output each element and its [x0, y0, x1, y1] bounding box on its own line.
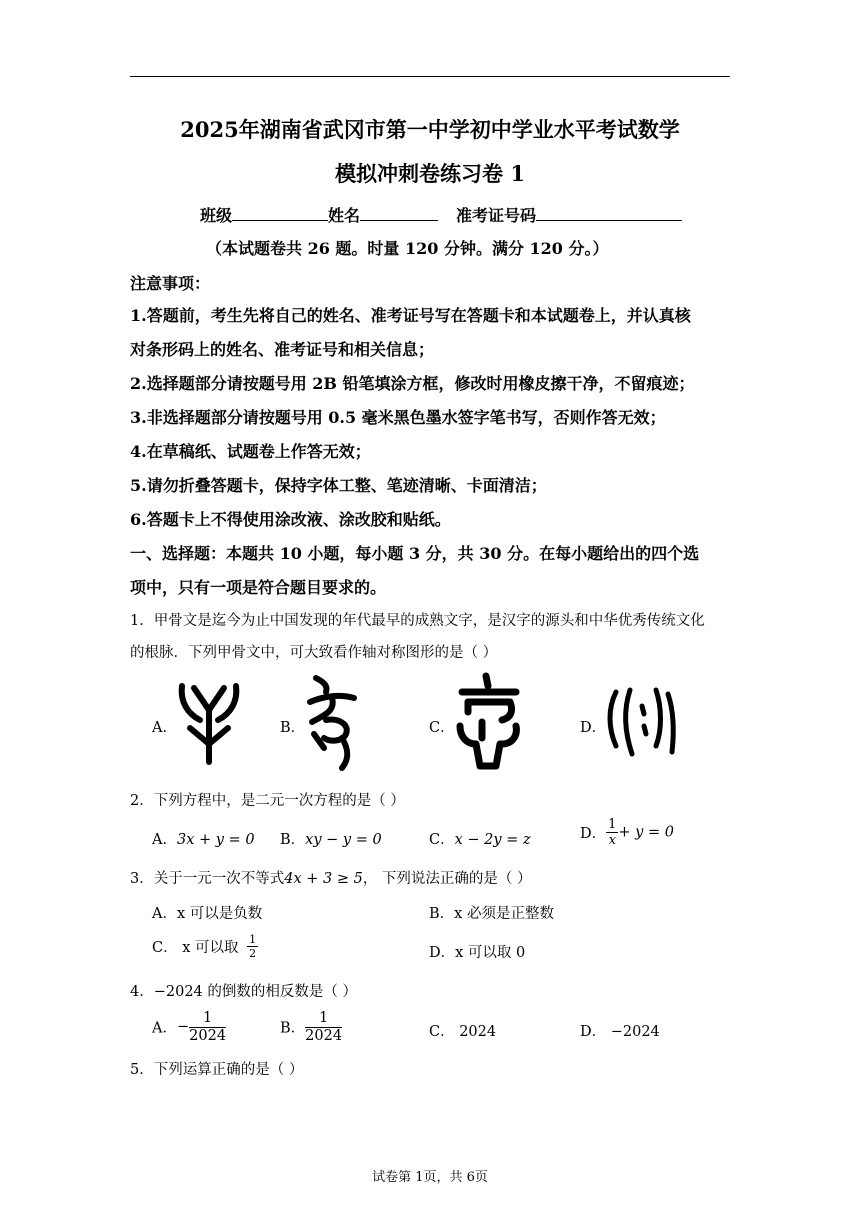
question-2-option-a[interactable] — [152, 828, 255, 849]
exam-id-label: 准考证号码 — [456, 206, 537, 225]
class-blank[interactable] — [232, 206, 328, 221]
question-3-stem — [130, 867, 532, 888]
question-1-option-d-label[interactable]: D． — [580, 720, 607, 736]
fraction-numerator: 1 — [249, 933, 257, 946]
minus-sign: − — [176, 1019, 190, 1035]
question-1-option-c-label[interactable]: C． — [429, 720, 455, 736]
fraction-numerator: 1 — [608, 817, 617, 832]
fraction-denominator: 2024 — [189, 1027, 227, 1044]
question-2-option-d[interactable] — [580, 818, 674, 847]
inequality: 4x + 3 ≥ 5 — [284, 871, 363, 887]
question-4-option-a[interactable] — [152, 1011, 226, 1043]
top-rule — [130, 76, 730, 77]
student-info-line — [200, 203, 682, 226]
question-2-option-c[interactable] — [429, 828, 531, 849]
oracle-glyph-d-icon — [606, 686, 680, 758]
fraction-numerator: 1 — [189, 1011, 226, 1028]
equation: 3x + y = 0 — [176, 832, 255, 848]
fraction-numerator: 1 — [305, 1011, 342, 1028]
fraction-denominator: 2 — [249, 947, 257, 960]
question-5-stem: 5．下列运算正确的是（ ） — [130, 1062, 304, 1078]
question-4-option-d[interactable]: D． −2024 — [580, 1024, 660, 1040]
notice-item: 4.在草稿纸、试题卷上作答无效； — [130, 442, 371, 461]
oracle-glyph-c-icon — [454, 672, 524, 772]
option-label: B． — [280, 832, 306, 848]
question-3-option-d[interactable]: D．x 可以取 0 — [429, 945, 526, 961]
option-label: A． — [152, 832, 177, 848]
exam-title: 2025年湖南省武冈市第一中学初中学业水平考试数学 — [180, 117, 680, 142]
notice-item: 3.非选择题部分请按题号用 0.5 毫米黑色墨水签字笔书写，否则作答无效； — [130, 408, 666, 427]
class-label: 班级 — [200, 206, 233, 225]
oracle-glyph-a-icon — [176, 680, 242, 766]
stem-text: ， 下列说法正确的是（ ） — [362, 871, 532, 887]
section-heading: 项中，只有一项是符合题目要求的。 — [130, 578, 387, 597]
notice-item: 6.答题卡上不得使用涂改液、涂改胶和贴纸。 — [130, 510, 451, 529]
section-heading: 一、选择题：本题共 10 小题，每小题 3 分，共 30 分。在每小题给出的四个选 — [130, 544, 700, 563]
exam-id-blank[interactable] — [536, 206, 682, 221]
question-1-stem: 1．甲骨文是迄今为止中国发现的年代最早的成熟文字，是汉字的源头和中华优秀传统文化 — [130, 613, 705, 629]
notice-item: 对条形码上的姓名、准考证号和相关信息； — [130, 340, 435, 359]
question-4-option-b[interactable] — [280, 1011, 342, 1043]
oracle-glyph-b-icon — [302, 672, 366, 772]
stem-text: 3．关于一元一次不等式 — [130, 871, 285, 887]
question-1-option-b-label[interactable]: B． — [280, 720, 306, 736]
page-footer: 试卷第 1页，共 6页 — [372, 1170, 488, 1185]
question-2-stem: 2．下列方程中，是二元一次方程的是（ ） — [130, 793, 405, 809]
fraction — [305, 1011, 342, 1043]
equation: xy − y = 0 — [305, 832, 382, 848]
exam-info: （本试题卷共 26 题。时量 120 分钟。满分 120 分。） — [206, 239, 609, 258]
exam-subtitle: 模拟冲刺卷练习卷 1 — [335, 161, 525, 186]
notice-item: 2.选择题部分请按题号用 2B 铅笔填涂方框，修改时用橡皮擦干净，不留痕迹； — [130, 374, 695, 393]
option-label: B． — [280, 1020, 306, 1037]
fraction — [247, 934, 258, 959]
name-label: 姓名 — [328, 206, 361, 225]
question-4-option-c[interactable]: C． 2024 — [429, 1024, 497, 1040]
equation: + y = 0 — [618, 824, 674, 841]
name-blank[interactable] — [360, 206, 438, 221]
question-3-option-b[interactable]: B．x 必须是正整数 — [429, 906, 554, 922]
equation: x − 2y = z — [454, 832, 531, 848]
option-label: C． — [429, 832, 455, 848]
notice-heading: 注意事项： — [130, 274, 211, 293]
notice-item: 1.答题前，考生先将自己的姓名、准考证号写在答题卡和本试题卷上，并认真核 — [130, 306, 691, 325]
fraction — [189, 1011, 226, 1043]
option-text: C． x 可以取 — [152, 940, 239, 956]
notice-item: 5.请勿折叠答题卡，保持字体工整、笔迹清晰、卡面清洁； — [130, 476, 547, 495]
question-2-option-b[interactable] — [280, 828, 382, 849]
option-label: D． — [580, 826, 607, 842]
fraction-denominator: x — [608, 833, 616, 848]
question-3-option-a[interactable]: A．x 可以是负数 — [152, 906, 263, 922]
fraction — [606, 818, 618, 847]
question-3-option-c[interactable] — [152, 934, 258, 959]
question-1-option-a-label[interactable]: A． — [152, 720, 177, 736]
question-1-stem: 的根脉．下列甲骨文中，可大致看作轴对称图形的是（ ） — [130, 645, 498, 661]
option-label: A． — [152, 1020, 177, 1037]
fraction-denominator: 2024 — [305, 1027, 343, 1044]
question-4-stem: 4．−2024 的倒数的相反数是（ ） — [130, 984, 357, 1000]
